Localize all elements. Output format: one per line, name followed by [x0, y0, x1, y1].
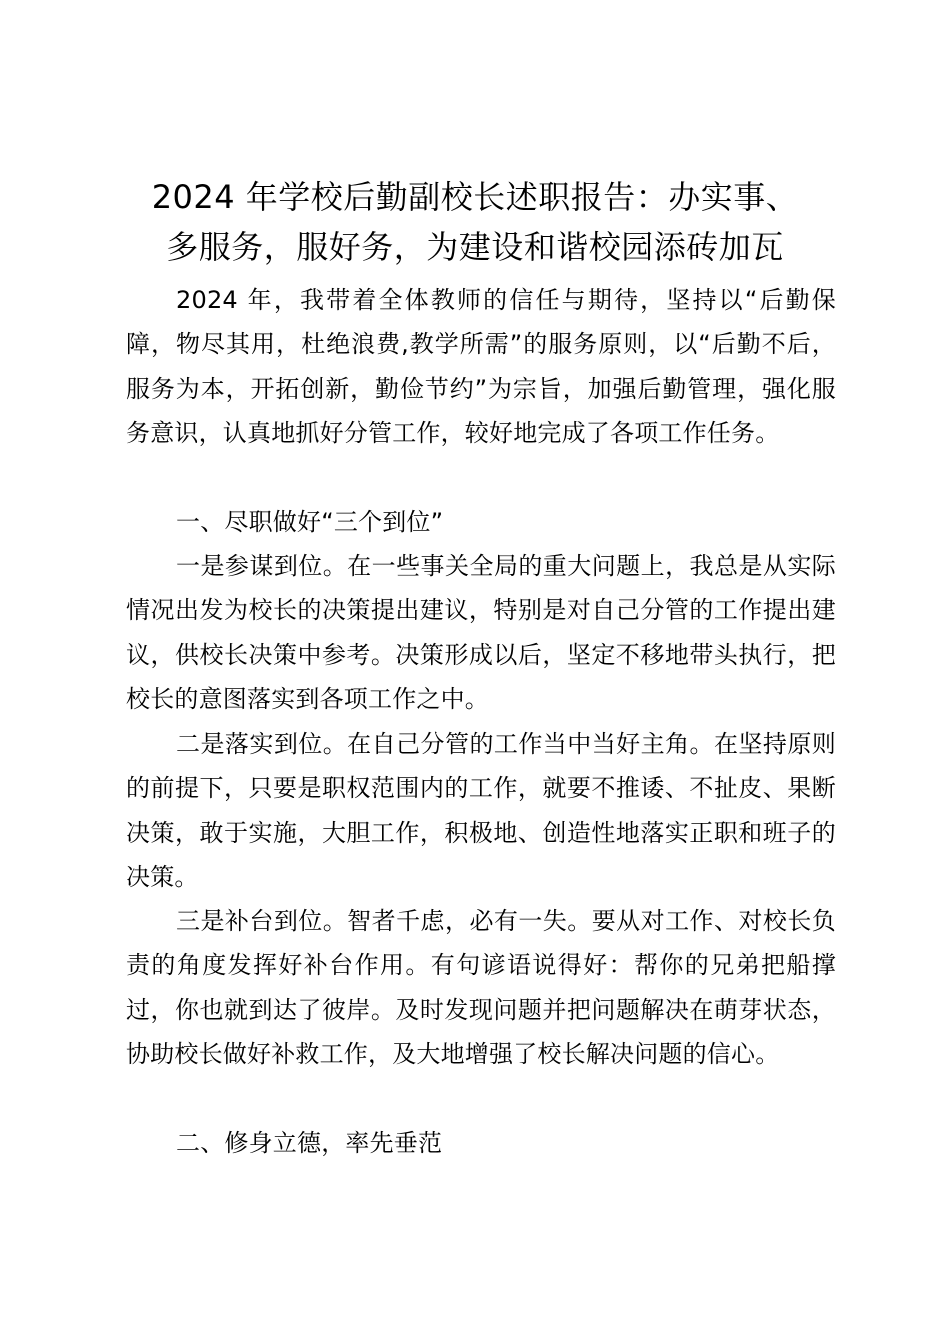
item-paragraph-3: 三是补台到位。智者千虑，必有一失。要从对工作、对校长负责的角度发挥好补台作用。有句谚语说得好：帮你的兄弟把船撑过，你也就到达了彼岸。及时发现问题并把问题解决在萌芽状态，协助校长做好补救工作，及大地增强了校长解决问题的信心。 — [126, 907, 836, 1069]
item-paragraph-1: 一是参谋到位。在一些事关全局的重大问题上，我总是从实际情况出发为校长的决策提出建议，特别是对自己分管的工作提出建议，供校长决策中参考。决策形成以后，坚定不移地带头执行，把校长的意图落实到各项工作之中。 — [126, 552, 836, 714]
intro-paragraph: 2024 年，我带着全体教师的信任与期待，坚持以“后勤保障，物尽其用，杜绝浪费,教学所需”的服务原则，以“后勤不后，服务为本，开拓创新，勤俭节约”为宗旨，加强后勤管理，强化服务意识，认真地抓好分管工作，较好地完成了各项工作任务。 — [126, 286, 836, 448]
document-title-line-1: 2024 年学校后勤副校长述职报告：办实事、 — [151, 178, 799, 216]
document-title-line-2: 多服务，服好务，为建设和谐校园添砖加瓦 — [166, 228, 784, 266]
section-heading-1: 一、尽职做好“三个到位” — [176, 508, 444, 536]
section-heading-2: 二、修身立德，率先垂范 — [176, 1129, 443, 1157]
item-paragraph-2: 二是落实到位。在自己分管的工作当中当好主角。在坚持原则的前提下，只要是职权范围内的工作，就要不推诿、不扯皮、果断决策，敢于实施，大胆工作，积极地、创造性地落实正职和班子的决策。 — [126, 730, 836, 892]
